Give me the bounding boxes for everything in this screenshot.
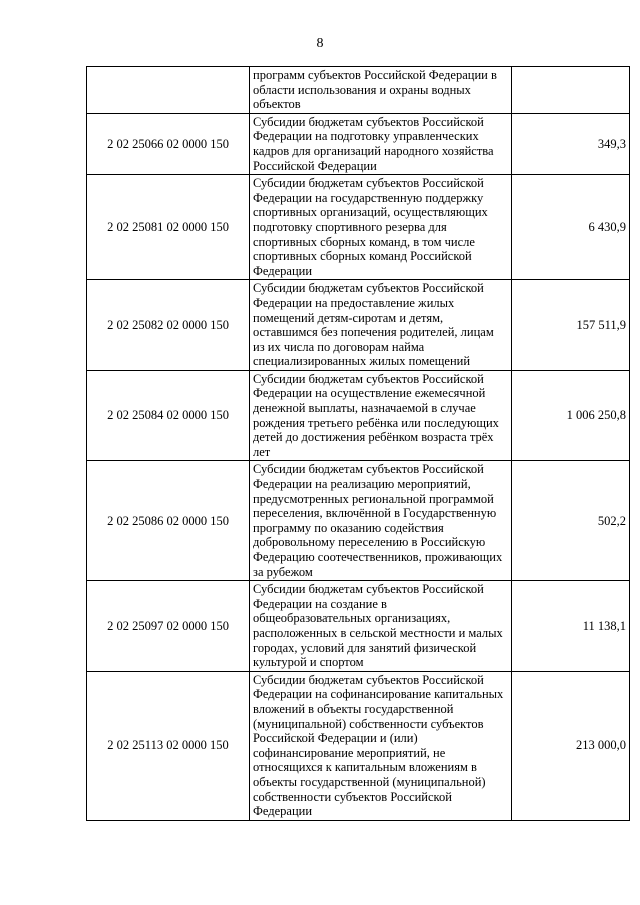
amount-cell: 1 006 250,8 (512, 370, 630, 461)
amount-cell: 502,2 (512, 461, 630, 581)
amount-cell: 157 511,9 (512, 280, 630, 371)
table-row (87, 370, 630, 461)
description-cell: Субсидии бюджетам субъектов Российской Федерации на предоставление жилых помещений детям-сиротам и детям, оставшимся без попечения родителей, лицам из их числа по договорам найма специализированных жилых помещений (250, 280, 512, 371)
amount-cell: 349,3 (512, 113, 630, 174)
amount-cell: 213 000,0 (512, 671, 630, 820)
amount-cell: 6 430,9 (512, 175, 630, 280)
budget-code-cell: 2 02 25081 02 0000 150 (87, 175, 250, 280)
page-number: 8 (316, 36, 324, 51)
description-cell: Субсидии бюджетам субъектов Российской Федерации на подготовку управленческих кадров для организаций народного хозяйства Российской Федерации (250, 113, 512, 174)
budget-code-cell: 2 02 25097 02 0000 150 (87, 581, 250, 672)
table-row (87, 280, 630, 371)
budget-revenue-table (86, 66, 630, 821)
budget-code-cell: 2 02 25066 02 0000 150 (87, 113, 250, 174)
budget-code-cell (87, 67, 250, 114)
table-row (87, 113, 630, 174)
budget-code-cell: 2 02 25086 02 0000 150 (87, 461, 250, 581)
table-row (87, 461, 630, 581)
table-row (87, 671, 630, 820)
budget-code-cell: 2 02 25113 02 0000 150 (87, 671, 250, 820)
amount-cell (512, 67, 630, 114)
amount-cell: 11 138,1 (512, 581, 630, 672)
description-cell: Субсидии бюджетам субъектов Российской Федерации на государственную поддержку спортивных организаций, осуществляющих подготовку спортивного резерва для спортивных сборных команд, в том числе спортивных сборных команд Российской Федерации (250, 175, 512, 280)
description-cell: Субсидии бюджетам субъектов Российской Федерации на софинансирование капитальных вложений в объекты государственной (муниципальной) собственности субъектов Российской Федерации и (или) софинансирование мероприятий, не относящихся к капитальным вложениям в объекты государственной (муниципальной) собственности субъектов Российской Федерации (250, 671, 512, 820)
budget-code-cell: 2 02 25082 02 0000 150 (87, 280, 250, 371)
table-row (87, 581, 630, 672)
description-cell: Субсидии бюджетам субъектов Российской Федерации на создание в общеобразовательных организациях, расположенных в сельской местности и малых городах, условий для занятий физической культурой и спортом (250, 581, 512, 672)
table-row (87, 67, 630, 114)
description-cell: Субсидии бюджетам субъектов Российской Федерации на реализацию мероприятий, предусмотренных региональной программой переселения, включённой в Государственную программу по оказанию содействия добровольному переселению в Российскую Федерацию соотечественников, проживающих за рубежом (250, 461, 512, 581)
description-cell: Субсидии бюджетам субъектов Российской Федерации на осуществление ежемесячной денежной выплаты, назначаемой в случае рождения третьего ребёнка или последующих детей до достижения ребёнком возраста трёх лет (250, 370, 512, 461)
description-cell: программ субъектов Российской Федерации в области использования и охраны водных объектов (250, 67, 512, 114)
budget-code-cell: 2 02 25084 02 0000 150 (87, 370, 250, 461)
table-row (87, 175, 630, 280)
